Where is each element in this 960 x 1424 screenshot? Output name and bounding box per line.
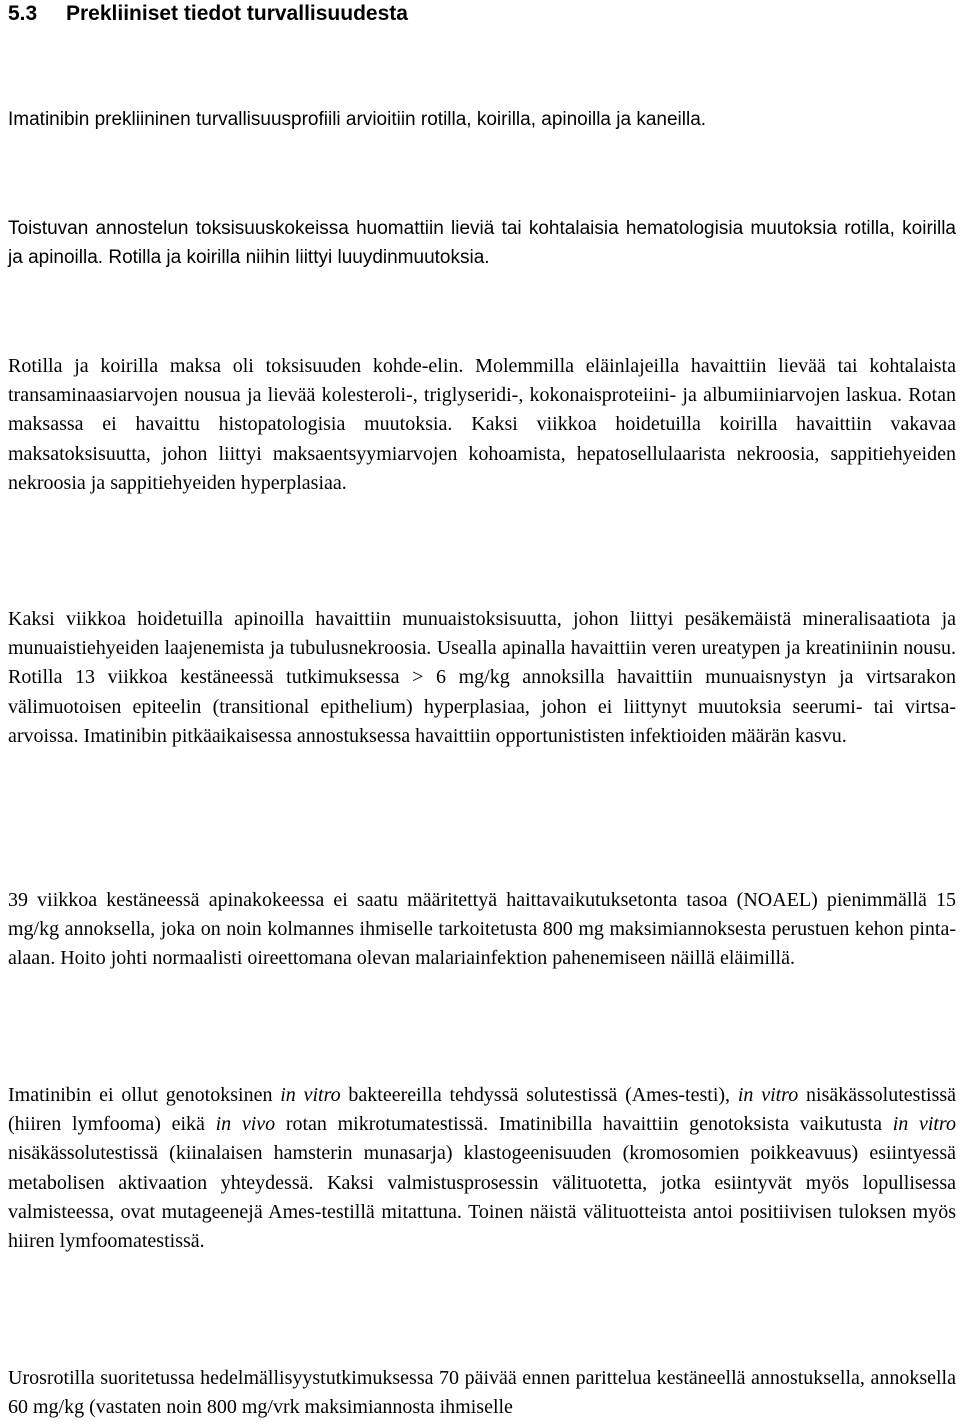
section-title: Prekliiniset tiedot turvallisuudesta bbox=[66, 2, 408, 25]
paragraph-genotoxicity bbox=[8, 1081, 956, 1256]
genotox-text-4: rotan mikrotumatestissä. Imatinibilla havaittiin genotoksista vaikutusta bbox=[275, 1113, 893, 1136]
liver-toxicity-text: Rotilla ja koirilla maksa oli toksisuuden kohde-elin. Molemmilla eläinlajeilla havaittiin lievää tai kohtalaista transaminaasiarvojen nousua ja lievää kolesteroli-, triglyseridi-, kokonaisproteiini- ja albumiiniarvojen laskua. Rotan maksassa ei havaittu histopatologisia muutoksia. Kaksi viikkoa hoidetuilla koirilla havaittiin vakavaa maksatoksisuutta, johon liittyi maksaentsyymiarvojen kohoamista, hepatosellulaarista nekroosia, sappitiehyeiden nekroosia ja sappitiehyeiden hyperplasiaa. bbox=[8, 355, 956, 494]
genotox-italic-2: in vitro bbox=[737, 1084, 799, 1106]
paragraph-fertility-study: Urosrotilla suoritetussa hedelmällisyystutkimuksessa 70 päivää ennen parittelua kestäneellä annostuksella, annoksella 60 mg/kg (vastaten noin 800 mg/vrk maksimiannosta ihmiselle bbox=[8, 1367, 956, 1419]
paragraph-monkey-study: 39 viikkoa kestäneessä apinakokeessa ei saatu määritettyä haittavaikutuksetonta tasoa (NOAEL) pienimmällä 15 mg/kg annoksella, joka on noin kolmannes ihmiselle tarkoitetusta 800 mg maksimiannoksesta perustuen kehon pinta-alaan. Hoito johti normaalisti oireettomana olevan malariainfektion pahenemiseen näillä eläimillä. bbox=[8, 889, 956, 970]
genotox-text-5: nisäkässolutestissä (kiinalaisen hamsterin munasarja) klastogeenisuuden (kromosomien poikkeavuus) esiintyessä metabolisen aktivaation yhteydessä. Kaksi valmistusprosessin välituotetta, jotka esiintyvät myös lopullisessa valmisteessa, ovat mutageenejä Ames-testillä mitattuna. Toinen näistä välituotteista antoi positiivisen tuloksen myös hiiren lymfoomatestissä. bbox=[8, 1142, 956, 1253]
paragraph-preclinical-profile: Imatinibin prekliininen turvallisuusprofiili arvioitiin rotilla, koirilla, apinoilla ja kaneilla. bbox=[8, 109, 707, 130]
genotox-text-3: nisäkässolutestissä (hiiren lymfooma) eikä bbox=[8, 1084, 957, 1136]
genotox-italic-1: in vitro bbox=[280, 1084, 341, 1106]
paragraph-liver-toxicity bbox=[8, 352, 956, 498]
genotox-italic-3: in vivo bbox=[215, 1113, 276, 1136]
document-page bbox=[8, 0, 957, 1419]
paragraph-hematologic-changes: Toistuvan annostelun toksisuuskokeissa huomattiin lieviä tai kohtalaisia hematologisia muutoksia rotilla, koirilla ja apinoilla. Rotilla ja koirilla niihin liittyi luuydinmuutoksia. bbox=[8, 218, 956, 269]
genotox-italic-4: in vitro bbox=[892, 1113, 956, 1136]
section-number: 5.3 bbox=[8, 2, 38, 25]
paragraph-kidney-toxicity: Kaksi viikkoa hoidetuilla apinoilla havaittiin munuaistoksisuutta, johon liittyi pesäkemäistä mineralisaatiota ja munuaistiehyeiden laajenemista ja tubulusnekroosia. Usealla apinalla havaittiin veren ureatypen ja kreatiniinin nousu. Rotilla 13 viikkoa kestäneessä tutkimuksessa > 6 mg/kg annoksilla havaittiin munuaisnystyn ja virtsarakon välimuotoisen epiteelin (transitional epithelium) hyperplasiaa, johon ei liittynyt muutoksia seerumi- tai virtsa-arvoissa. Imatinibin pitkäaikaisessa annostuksessa havaittiin opportunististen infektioiden määrän kasvu. bbox=[8, 608, 956, 747]
genotox-text-1: Imatinibin ei ollut genotoksinen bbox=[8, 1084, 281, 1106]
genotox-text-2: bakteereilla tehdyssä solutestissä (Ames-testi), bbox=[340, 1084, 738, 1106]
section-heading bbox=[8, 0, 956, 28]
